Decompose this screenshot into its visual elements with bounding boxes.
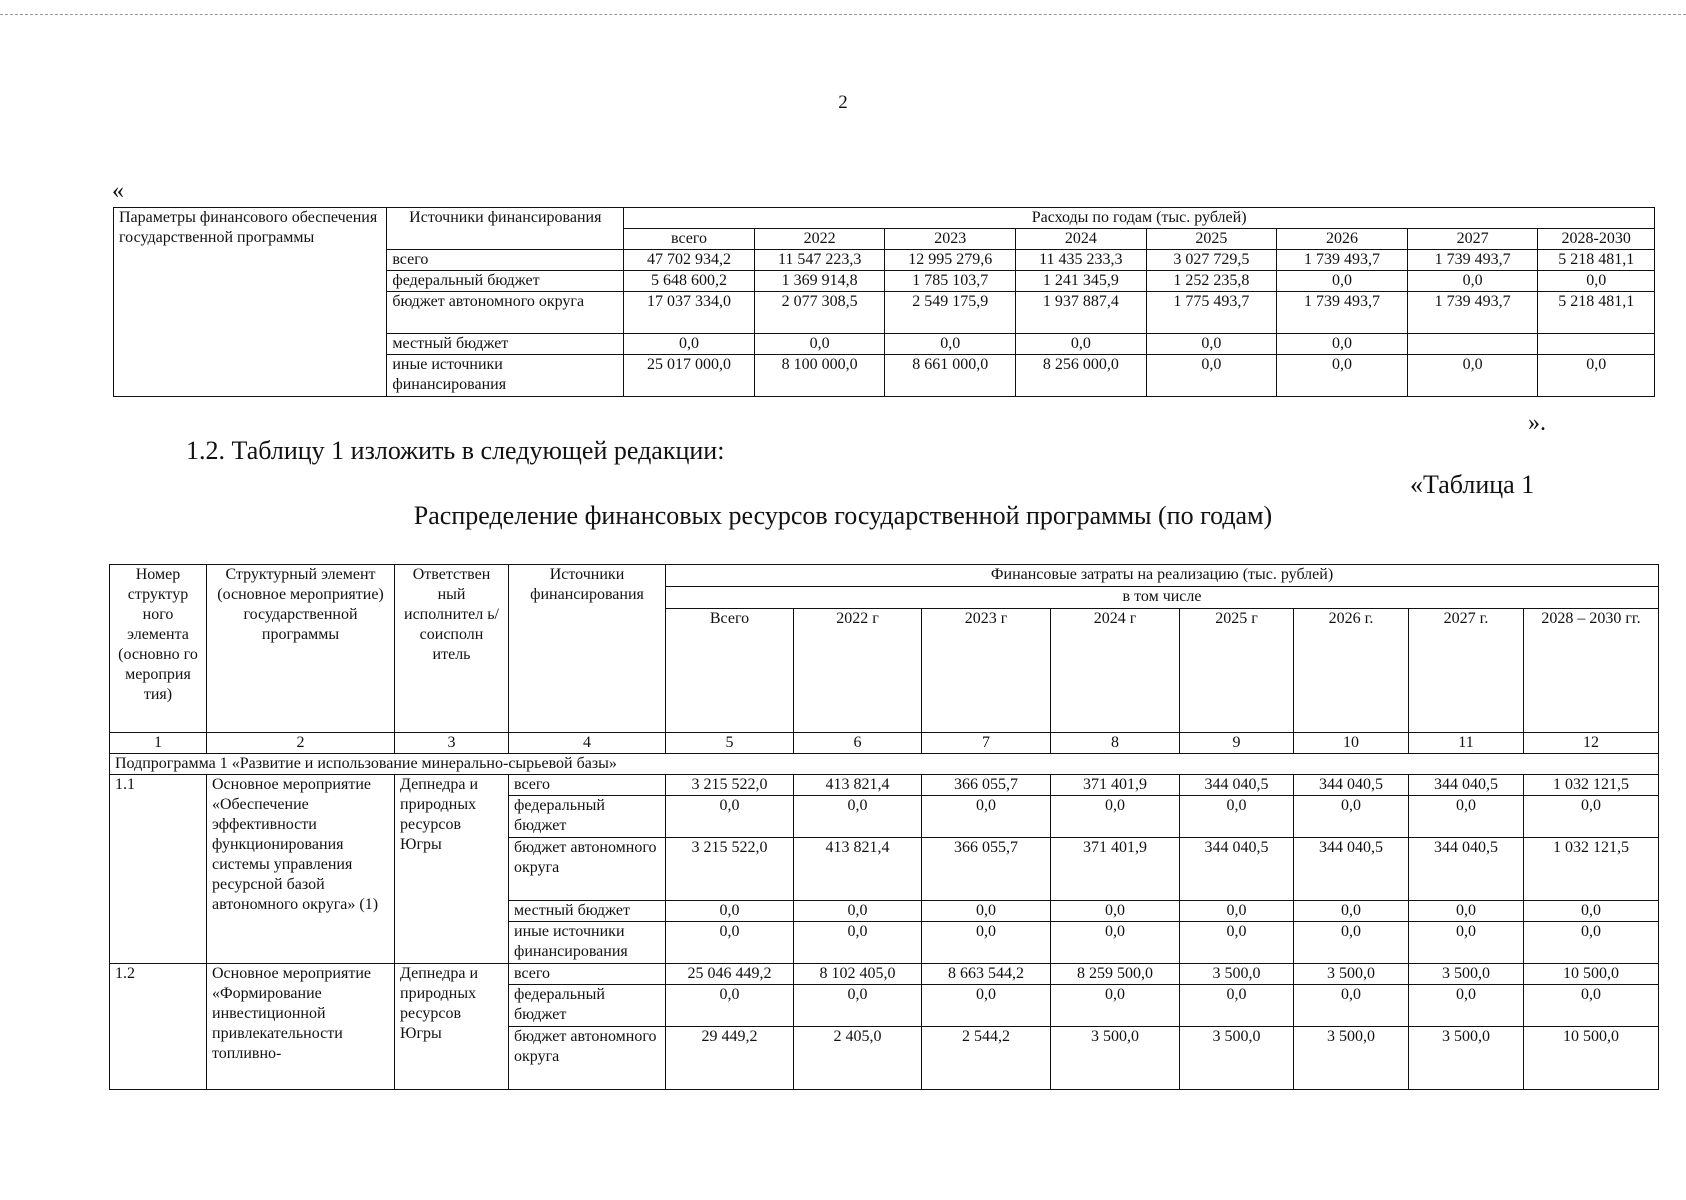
value-cell: 0,0 — [1146, 355, 1277, 397]
header-year: 2027 г. — [1409, 609, 1524, 733]
col-header: всего — [624, 229, 755, 250]
value-cell: 3 215 522,0 — [666, 775, 794, 796]
value-cell: 1 775 493,7 — [1146, 292, 1277, 334]
value-cell: 11 435 233,3 — [1016, 250, 1147, 271]
value-cell: 344 040,5 — [1409, 838, 1524, 901]
value-cell: 0,0 — [666, 985, 794, 1027]
closing-quote: ». — [1528, 410, 1546, 436]
value-cell: 0,0 — [666, 901, 794, 922]
value-cell: 0,0 — [1407, 271, 1538, 292]
value-cell: 0,0 — [1407, 355, 1538, 397]
event-number: 1.1 — [110, 775, 207, 964]
source-label: бюджет автономного округа — [509, 838, 666, 901]
value-cell: 1 241 345,9 — [1016, 271, 1147, 292]
col-header: 2028-2030 — [1538, 229, 1655, 250]
value-cell: 344 040,5 — [1294, 775, 1409, 796]
value-cell: 3 500,0 — [1409, 1027, 1524, 1090]
value-cell: 3 500,0 — [1409, 964, 1524, 985]
value-cell: 0,0 — [1180, 901, 1294, 922]
value-cell: 0,0 — [885, 334, 1016, 355]
value-cell: 1 739 493,7 — [1277, 292, 1408, 334]
value-cell: 29 449,2 — [666, 1027, 794, 1090]
value-cell: 371 401,9 — [1051, 775, 1180, 796]
value-cell: 0,0 — [1524, 796, 1659, 838]
value-cell: 5 218 481,1 — [1538, 250, 1655, 271]
value-cell: 2 405,0 — [794, 1027, 922, 1090]
header-year: 2024 г — [1051, 609, 1180, 733]
value-cell: 0,0 — [1524, 901, 1659, 922]
value-cell: 0,0 — [794, 922, 922, 964]
value-cell: 344 040,5 — [1180, 838, 1294, 901]
value-cell: 0,0 — [794, 796, 922, 838]
value-cell: 1 252 235,8 — [1146, 271, 1277, 292]
column-number: 12 — [1524, 733, 1659, 754]
source-label: всего — [509, 964, 666, 985]
col-header: 2027 — [1407, 229, 1538, 250]
subprogram-title: Подпрограмма 1 «Развитие и использование минерально-сырьевой базы» — [110, 754, 1659, 775]
value-cell: 47 702 934,2 — [624, 250, 755, 271]
value-cell: 11 547 223,3 — [754, 250, 885, 271]
header-element: Структурный элемент (основное мероприятие) государственной программы — [207, 565, 395, 733]
value-cell — [1538, 334, 1655, 355]
value-cell: 8 663 544,2 — [922, 964, 1051, 985]
value-cell: 1 785 103,7 — [885, 271, 1016, 292]
event-element: Основное мероприятие «Формирование инвестиционной привлекательности топливно- — [207, 964, 395, 1090]
value-cell: 3 500,0 — [1294, 964, 1409, 985]
value-cell: 0,0 — [922, 985, 1051, 1027]
value-cell: 2 544,2 — [922, 1027, 1051, 1090]
value-cell: 0,0 — [1146, 334, 1277, 355]
value-cell: 0,0 — [1409, 796, 1524, 838]
value-cell: 8 259 500,0 — [1051, 964, 1180, 985]
column-number: 4 — [509, 733, 666, 754]
col-header: 2023 — [885, 229, 1016, 250]
table-caption: «Таблица 1 — [1410, 470, 1535, 499]
value-cell: 0,0 — [922, 922, 1051, 964]
value-cell: 0,0 — [1051, 985, 1180, 1027]
column-numbers-row — [110, 733, 1659, 754]
value-cell: 25 017 000,0 — [624, 355, 755, 397]
value-cell: 0,0 — [1277, 271, 1408, 292]
value-cell: 0,0 — [1051, 901, 1180, 922]
source-label: иные источники финансирования — [387, 355, 624, 397]
sources-header: Источники финансирования — [387, 208, 624, 250]
value-cell: 0,0 — [1294, 901, 1409, 922]
value-cell: 0,0 — [1277, 355, 1408, 397]
column-number: 9 — [1180, 733, 1294, 754]
event-number: 1.2 — [110, 964, 207, 1090]
value-cell: 0,0 — [1180, 985, 1294, 1027]
header-year: 2026 г. — [1294, 609, 1409, 733]
column-number: 2 — [207, 733, 395, 754]
value-cell: 0,0 — [1409, 901, 1524, 922]
column-number: 11 — [1409, 733, 1524, 754]
value-cell: 0,0 — [1538, 271, 1655, 292]
section-heading: 1.2. Таблицу 1 изложить в следующей редакции: — [186, 436, 725, 465]
table-row — [110, 775, 1659, 796]
value-cell: 8 256 000,0 — [1016, 355, 1147, 397]
column-number: 3 — [395, 733, 509, 754]
header-number: Номер структур ного элемента (основно го мероприя тия) — [110, 565, 207, 733]
value-cell: 344 040,5 — [1409, 775, 1524, 796]
value-cell: 413 821,4 — [794, 838, 922, 901]
header-sources: Источники финансирования — [509, 565, 666, 733]
value-cell: 366 055,7 — [922, 775, 1051, 796]
financing-row-header: Параметры финансового обеспечения государственной программы — [114, 208, 387, 397]
header-including: в том числе — [666, 587, 1659, 609]
opening-quote: « — [112, 178, 124, 204]
value-cell: 0,0 — [1016, 334, 1147, 355]
value-cell: 8 100 000,0 — [754, 355, 885, 397]
source-label: всего — [387, 250, 624, 271]
value-cell: 0,0 — [922, 901, 1051, 922]
header-executor: Ответствен ный исполнител ь/соисполн итель — [395, 565, 509, 733]
value-cell: 1 369 914,8 — [754, 271, 885, 292]
value-cell: 0,0 — [794, 985, 922, 1027]
event-executor: Депнедра и природных ресурсов Югры — [395, 775, 509, 964]
expenses-header: Расходы по годам (тыс. рублей) — [624, 208, 1655, 229]
header-total: Всего — [666, 609, 794, 733]
header-costs: Финансовые затраты на реализацию (тыс. рублей) — [666, 565, 1659, 587]
col-header: 2022 — [754, 229, 885, 250]
value-cell: 0,0 — [666, 922, 794, 964]
column-number: 1 — [110, 733, 207, 754]
value-cell: 3 500,0 — [1180, 1027, 1294, 1090]
source-label: бюджет автономного округа — [509, 1027, 666, 1090]
value-cell: 8 661 000,0 — [885, 355, 1016, 397]
value-cell: 0,0 — [1409, 922, 1524, 964]
value-cell: 0,0 — [1524, 922, 1659, 964]
source-label: федеральный бюджет — [509, 985, 666, 1027]
value-cell: 8 102 405,0 — [794, 964, 922, 985]
column-number: 10 — [1294, 733, 1409, 754]
value-cell: 10 500,0 — [1524, 964, 1659, 985]
financing-table — [113, 207, 1655, 397]
value-cell — [1407, 334, 1538, 355]
value-cell: 366 055,7 — [922, 838, 1051, 901]
value-cell: 3 027 729,5 — [1146, 250, 1277, 271]
value-cell: 0,0 — [1538, 355, 1655, 397]
value-cell: 1 937 887,4 — [1016, 292, 1147, 334]
header-year: 2028 – 2030 гг. — [1524, 609, 1659, 733]
value-cell: 5 218 481,1 — [1538, 292, 1655, 334]
header-year: 2023 г — [922, 609, 1051, 733]
column-number: 5 — [666, 733, 794, 754]
value-cell: 1 739 493,7 — [1407, 292, 1538, 334]
value-cell: 0,0 — [922, 796, 1051, 838]
source-label: всего — [509, 775, 666, 796]
value-cell: 344 040,5 — [1180, 775, 1294, 796]
value-cell: 0,0 — [1409, 985, 1524, 1027]
value-cell: 1 739 493,7 — [1277, 250, 1408, 271]
value-cell: 2 549 175,9 — [885, 292, 1016, 334]
scan-edge-line — [0, 14, 1686, 15]
value-cell: 0,0 — [1180, 796, 1294, 838]
value-cell: 3 500,0 — [1051, 1027, 1180, 1090]
column-number: 8 — [1051, 733, 1180, 754]
page-number: 2 — [838, 92, 848, 113]
source-label: иные источники финансирования — [509, 922, 666, 964]
source-label: бюджет автономного округа — [387, 292, 624, 334]
value-cell: 0,0 — [1277, 334, 1408, 355]
value-cell: 0,0 — [1524, 985, 1659, 1027]
table-title: Распределение финансовых ресурсов государственной программы (по годам) — [413, 501, 1273, 530]
value-cell: 25 046 449,2 — [666, 964, 794, 985]
value-cell: 10 500,0 — [1524, 1027, 1659, 1090]
value-cell: 1 032 121,5 — [1524, 838, 1659, 901]
value-cell: 3 500,0 — [1180, 964, 1294, 985]
value-cell: 0,0 — [1294, 985, 1409, 1027]
distribution-table — [109, 564, 1659, 1090]
header-year: 2022 г — [794, 609, 922, 733]
table-row — [110, 964, 1659, 985]
column-number: 6 — [794, 733, 922, 754]
value-cell: 0,0 — [624, 334, 755, 355]
header-year: 2025 г — [1180, 609, 1294, 733]
source-label: федеральный бюджет — [509, 796, 666, 838]
value-cell: 2 077 308,5 — [754, 292, 885, 334]
value-cell: 12 995 279,6 — [885, 250, 1016, 271]
value-cell: 5 648 600,2 — [624, 271, 755, 292]
col-header: 2024 — [1016, 229, 1147, 250]
value-cell: 344 040,5 — [1294, 838, 1409, 901]
value-cell: 3 215 522,0 — [666, 838, 794, 901]
value-cell: 0,0 — [1294, 796, 1409, 838]
value-cell: 0,0 — [1180, 922, 1294, 964]
value-cell: 0,0 — [1051, 796, 1180, 838]
col-header: 2026 — [1277, 229, 1408, 250]
source-label: местный бюджет — [509, 901, 666, 922]
value-cell: 17 037 334,0 — [624, 292, 755, 334]
value-cell: 413 821,4 — [794, 775, 922, 796]
value-cell: 0,0 — [794, 901, 922, 922]
source-label: местный бюджет — [387, 334, 624, 355]
source-label: федеральный бюджет — [387, 271, 624, 292]
col-header: 2025 — [1146, 229, 1277, 250]
column-number: 7 — [922, 733, 1051, 754]
value-cell: 0,0 — [666, 796, 794, 838]
value-cell: 0,0 — [754, 334, 885, 355]
value-cell: 0,0 — [1294, 922, 1409, 964]
event-executor: Депнедра и природных ресурсов Югры — [395, 964, 509, 1090]
value-cell: 1 739 493,7 — [1407, 250, 1538, 271]
value-cell: 3 500,0 — [1294, 1027, 1409, 1090]
value-cell: 371 401,9 — [1051, 838, 1180, 901]
value-cell: 1 032 121,5 — [1524, 775, 1659, 796]
event-element: Основное мероприятие «Обеспечение эффективности функционирования системы управления ресурсной базой автономного округа» (1) — [207, 775, 395, 964]
value-cell: 0,0 — [1051, 922, 1180, 964]
